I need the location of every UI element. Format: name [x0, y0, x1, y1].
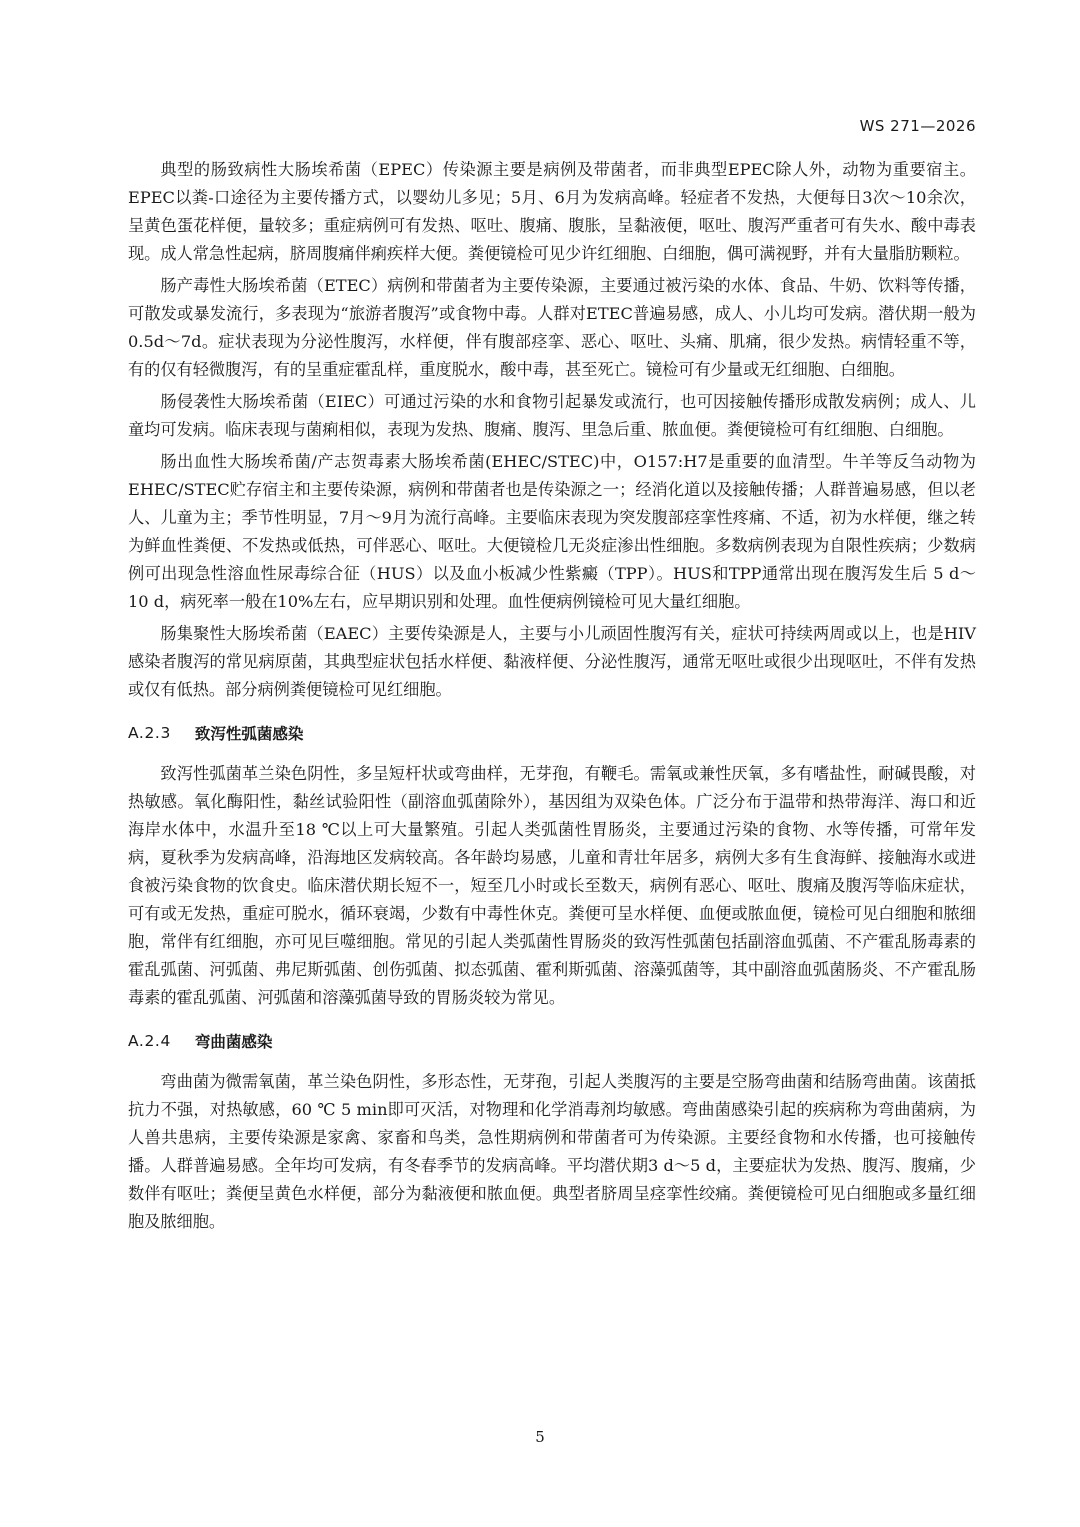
paragraph-campylobacter: 弯曲菌为微需氧菌，革兰染色阴性，多形态性，无芽孢，引起人类腹泻的主要是空肠弯曲菌和结肠弯曲菌。该菌抵抗力不强，对热敏感，60 ℃ 5 min即可灭活，对物理和化学消毒剂均敏感。弯曲菌感染引起的疾病称为弯曲菌病，为人兽共患病，主要传染源是家禽、家畜和鸟类，急性期病例和带菌者可为传染源。主要经食物和水传播，也可接触传播。人群普遍易感。全年均可发病，有冬春季节的发病高峰。平均潜伏期3 d～5 d，主要症状为发热、腹泻、腹痛，少数伴有呕吐；粪便呈黄色水样便，部分为黏液便和脓血便。典型者脐周呈痉挛性绞痛。粪便镜检可见白细胞或多量红细胞及脓细胞。 [128, 1072, 976, 1231]
section-heading-a23 [128, 718, 976, 748]
section-title: 弯曲菌感染 [194, 1033, 273, 1051]
standard-code: WS 271—2026 [859, 117, 976, 135]
section-heading-a24 [128, 1026, 976, 1056]
section-title: 致泻性弧菌感染 [194, 725, 304, 743]
section-number: A.2.4 [128, 1032, 171, 1050]
paragraph-epec: 典型的肠致病性大肠埃希菌（EPEC）传染源主要是病例及带菌者，而非典型EPEC除人外，动物为重要宿主。EPEC以粪-口途径为主要传播方式，以婴幼儿多见；5月、6月为发病高峰。轻症者不发热，大便每日3次～10余次，呈黄色蛋花样便，量较多；重症病例可有发热、呕吐、腹痛、腹胀，呈黏液便，呕吐、腹泻严重者可有失水、酸中毒表现。成人常急性起病，脐周腹痛伴痢疾样大便。粪便镜检可见少许红细胞、白细胞，偶可满视野，并有大量脂肪颗粒。 [128, 160, 976, 263]
paragraph-eaec: 肠集聚性大肠埃希菌（EAEC）主要传染源是人，主要与小儿顽固性腹泻有关，症状可持续两周或以上，也是HIV感染者腹泻的常见病原菌，其典型症状包括水样便、黏液样便、分泌性腹泻，通常无呕吐或很少出现呕吐，不伴有发热或仅有低热。部分病例粪便镜检可见红细胞。 [128, 624, 976, 699]
paragraph-etec: 肠产毒性大肠埃希菌（ETEC）病例和带菌者为主要传染源，主要通过被污染的水体、食品、牛奶、饮料等传播，可散发或暴发流行，多表现为“旅游者腹泻”或食物中毒。人群对ETEC普遍易感，成人、小儿均可发病。潜伏期一般为0.5d～7d。症状表现为分泌性腹泻，水样便，伴有腹部痉挛、恶心、呕吐、头痛、肌痛，很少发热。病情轻重不等，有的仅有轻微腹泻，有的呈重症霍乱样，重度脱水，酸中毒，甚至死亡。镜检可有少量或无红细胞、白细胞。 [128, 276, 976, 379]
paragraph-ehec: 肠出血性大肠埃希菌/产志贺毒素大肠埃希菌(EHEC/STEC)中，O157:H7是重要的血清型。牛羊等反刍动物为EHEC/STEC贮存宿主和主要传染源，病例和带菌者也是传染源之一；经消化道以及接触传播；人群普遍易感，但以老人、儿童为主；季节性明显，7月～9月为流行高峰。主要临床表现为突发腹部痉挛性疼痛、不适，初为水样便，继之转为鲜血性粪便、不发热或低热，可伴恶心、呕吐。大便镜检几无炎症渗出性细胞。多数病例表现为自限性疾病；少数病例可出现急性溶血性尿毒综合征（HUS）以及血小板减少性紫癜（TPP）。HUS和TPP通常出现在腹泻发生后 5 d～10 d，病死率一般在10%左右，应早期识别和处理。血性便病例镜检可见大量红细胞。 [128, 452, 976, 611]
page-number: 5 [535, 1428, 545, 1446]
paragraph-eiec: 肠侵袭性大肠埃希菌（EIEC）可通过污染的水和食物引起暴发或流行，也可因接触传播形成散发病例；成人、儿童均可发病。临床表现与菌痢相似，表现为发热、腹痛、腹泻、里急后重、脓血便。粪便镜检可有红细胞、白细胞。 [128, 392, 976, 439]
body-content [128, 156, 976, 1240]
paragraph-vibrio: 致泻性弧菌革兰染色阴性，多呈短杆状或弯曲样，无芽孢，有鞭毛。需氧或兼性厌氧，多有嗜盐性，耐碱畏酸，对热敏感。氧化酶阳性，黏丝试验阳性（副溶血弧菌除外），基因组为双染色体。广泛分布于温带和热带海洋、海口和近海岸水体中，水温升至18 ℃以上可大量繁殖。引起人类弧菌性胃肠炎，主要通过污染的食物、水等传播，可常年发病，夏秋季为发病高峰，沿海地区发病较高。各年龄均易感，儿童和青壮年居多，病例大多有生食海鲜、接触海水或进食被污染食物的饮食史。临床潜伏期长短不一，短至几小时或长至数天，病例有恶心、呕吐、腹痛及腹泻等临床症状，可有或无发热，重症可脱水，循环衰竭，少数有中毒性休克。粪便可呈水样便、血便或脓血便，镜检可见白细胞和脓细胞，常伴有红细胞，亦可见巨噬细胞。常见的引起人类弧菌性胃肠炎的致泻性弧菌包括副溶血弧菌、不产霍乱肠毒素的霍乱弧菌、河弧菌、弗尼斯弧菌、创伤弧菌、拟态弧菌、霍利斯弧菌、溶藻弧菌等，其中副溶血弧菌肠炎、不产霍乱肠毒素的霍乱弧菌、河弧菌和溶藻弧菌导致的胃肠炎较为常见。 [128, 764, 976, 1007]
section-number: A.2.3 [128, 724, 171, 742]
